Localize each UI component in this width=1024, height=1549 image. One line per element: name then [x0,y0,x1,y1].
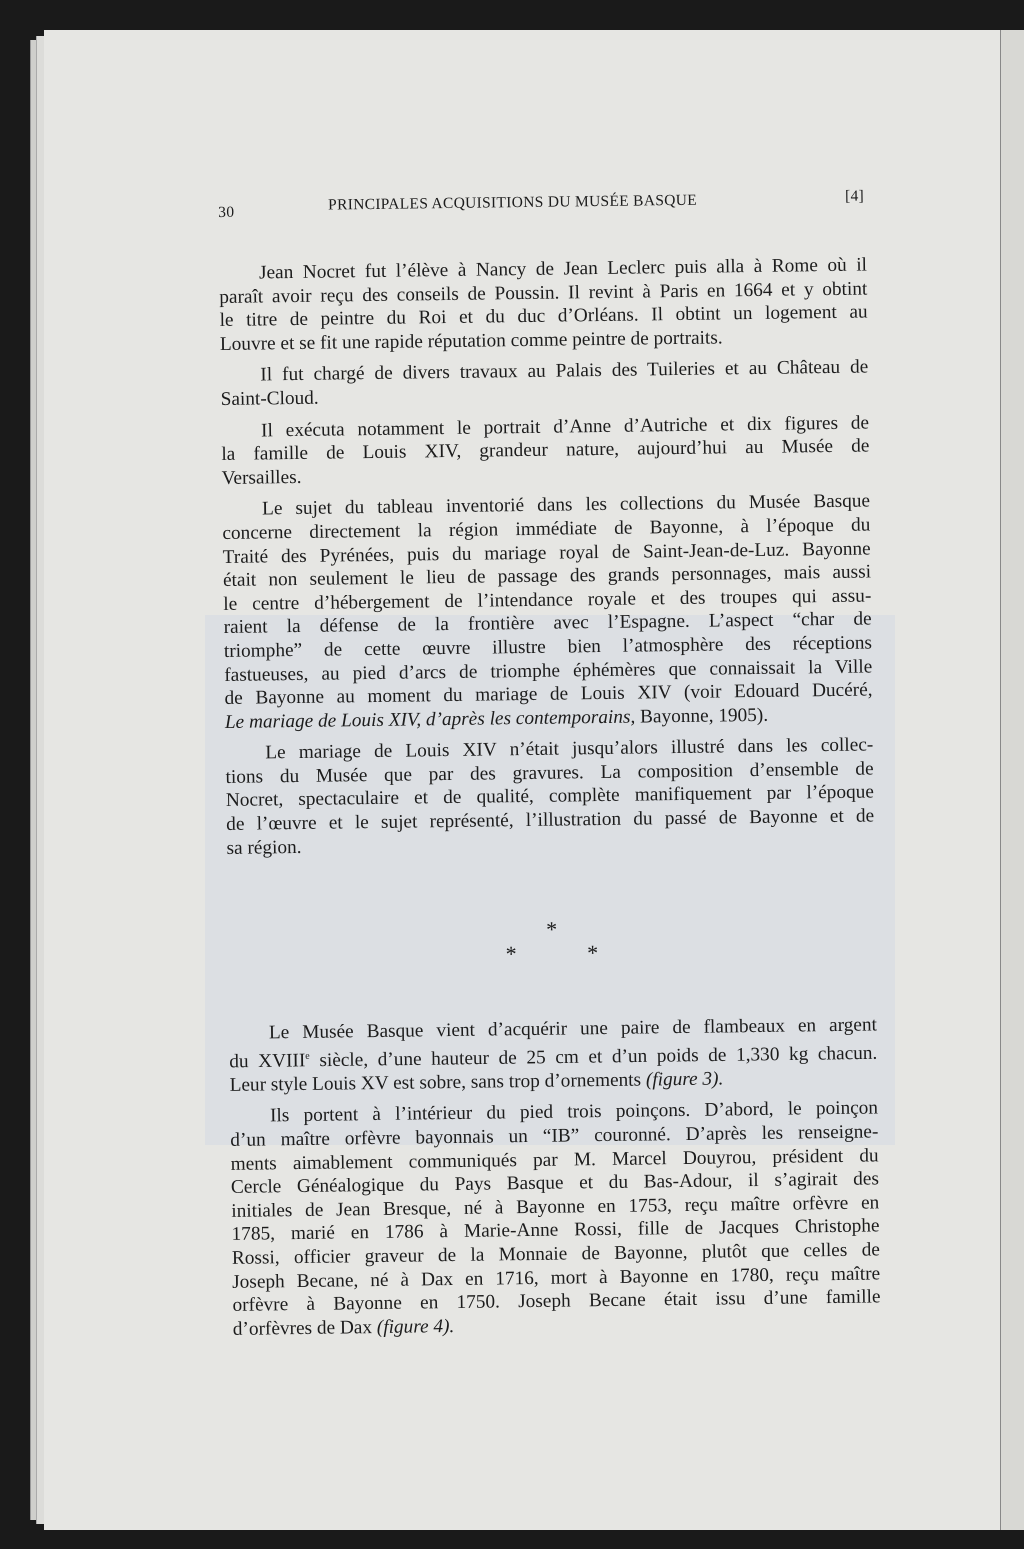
paragraph [220,356,869,412]
text-line: Versailles. [221,466,302,489]
text-line: Saint-Cloud. [220,387,319,410]
text-line: le centre d’hébergement de l’intendance royale et des troupes qui assu- [223,585,872,615]
running-title: PRINCIPALES ACQUISITIONS DU MUSÉE BASQUE [328,191,698,214]
citation-rest: Bayonne, 1905). [635,704,769,728]
text-line: triomphe” de cette œuvre illustre bien l’atmosphère des réceptions [223,632,873,662]
text-line: Le Musée Basque vient d’acquérir une paire de flambeaux en argent [268,1014,878,1044]
text-line: Jean Nocret fut l’élève à Nancy de Jean Leclerc puis alla à Rome où il [258,254,868,284]
paragraph [219,254,868,357]
paragraph [230,1097,881,1341]
text-line: Il exécuta notamment le portrait d’Anne d’Autriche et dix figures de [260,412,870,442]
page-content [218,188,881,1350]
text-line: de Bayonne au moment du mariage de Louis XIV (voir Edouard Ducéré, [224,679,873,710]
asterisks: * * [505,940,599,967]
text-line: orfèvre à Bayonne en 1750. Joseph Becane était issu d’une famille [232,1286,881,1317]
figure-reference: (figure 4). [376,1315,455,1338]
facing-page-edge [1000,30,1024,1530]
superscript: e [305,1050,310,1062]
text-line: raient la défense de la frontière avec l’Espagne. L’aspect “char de [223,608,872,639]
text-line: concerne directement la région immédiate de Bayonne, à l’époque du [222,514,871,544]
text-line: la famille de Louis XIV, grandeur nature, aujourd’hui au Musée de [221,435,870,466]
text-line: fastueuses, au pied d’arcs de triomphe éphémères que connaissait la Ville [224,655,873,686]
text-line: Louvre et se fit une rapide réputation comme peintre de portraits. [219,327,723,355]
text: siècle, d’une hauteur de 25 cm et d’un poids de 1,330 kg chacun. [319,1042,878,1072]
text-line: Le mariage de Louis XIV n’était jusqu’alors illustré dans les collec- [265,734,874,764]
text-line: Traité des Pyrénées, puis du mariage royal de Saint-Jean-de-Luz. Bayonne [222,538,871,568]
body-text [219,254,881,1342]
text-line: Nocret, spectaculaire et de qualité, complète manifiquement par l’époque [225,781,875,812]
text-line: était non seulement le lieu de passage des grands personnages, mais aussi [222,561,872,592]
text-line: Ils portent à l’intérieur du pied trois poinçons. D’abord, le poinçon [269,1097,879,1127]
text-line: Le sujet du tableau inventorié dans les collections du Musée Basque [261,490,871,520]
text-line: Rossi, officier graveur de la Monnaie de Bayonne, plutôt que celles de [231,1239,880,1269]
text-line: 1785, marié en 1786 à Marie-Anne Rossi, fille de Jacques Christophe [231,1215,880,1246]
text-line: sa région. [226,836,302,859]
citation-title: Le mariage de Louis XIV, d’après les contemporains, [224,706,636,733]
paragraph [222,490,873,734]
text: Leur style Louis XV est sobre, sans trop d’ornements [229,1069,647,1096]
text-line: Joseph Becane, né à Dax en 1716, mort à Bayonne en 1780, reçu maître [232,1263,881,1293]
century: du XVIII [229,1050,306,1073]
paragraph [221,411,870,490]
text-line: Cercle Généalogique du Pays Basque et du Bas-Adour, il s’agirait des [230,1168,880,1199]
text-line: de l’œuvre et le sujet représenté, l’illustration du passé de Bayonne et de [226,805,875,836]
text-line: tions du Musée que par des gravures. La composition d’ensemble de [225,758,874,788]
section-number: [4] [844,187,865,205]
text-line: Il fut chargé de divers travaux au Palais des Tuileries et au Château de [260,356,869,386]
text-line: initiales de Jean Bresque, né à Bayonne en 1753, reçu maître orfèvre en [231,1192,880,1222]
text: d’orfèvres de Dax [232,1316,377,1340]
figure-reference: (figure 3). [645,1068,724,1091]
text-line: le titre de peintre du Roi et du duc d’Orléans. Il obtint un logement au [219,301,868,332]
text-line: d’un maître orfèvre bayonnais un “IB” couronné. D’après les renseigne- [230,1121,879,1151]
asterisk: * [545,916,558,943]
text-line: paraît avoir reçu des conseils de Poussin. Il revint à Paris en 1664 et y obtint [219,278,868,308]
paragraph [229,1014,878,1098]
text-line: ments aimablement communiqués par M. Marcel Douyrou, président du [230,1145,879,1175]
page-number: 30 [218,203,235,221]
section-separator [228,914,877,970]
paragraph [225,734,874,860]
